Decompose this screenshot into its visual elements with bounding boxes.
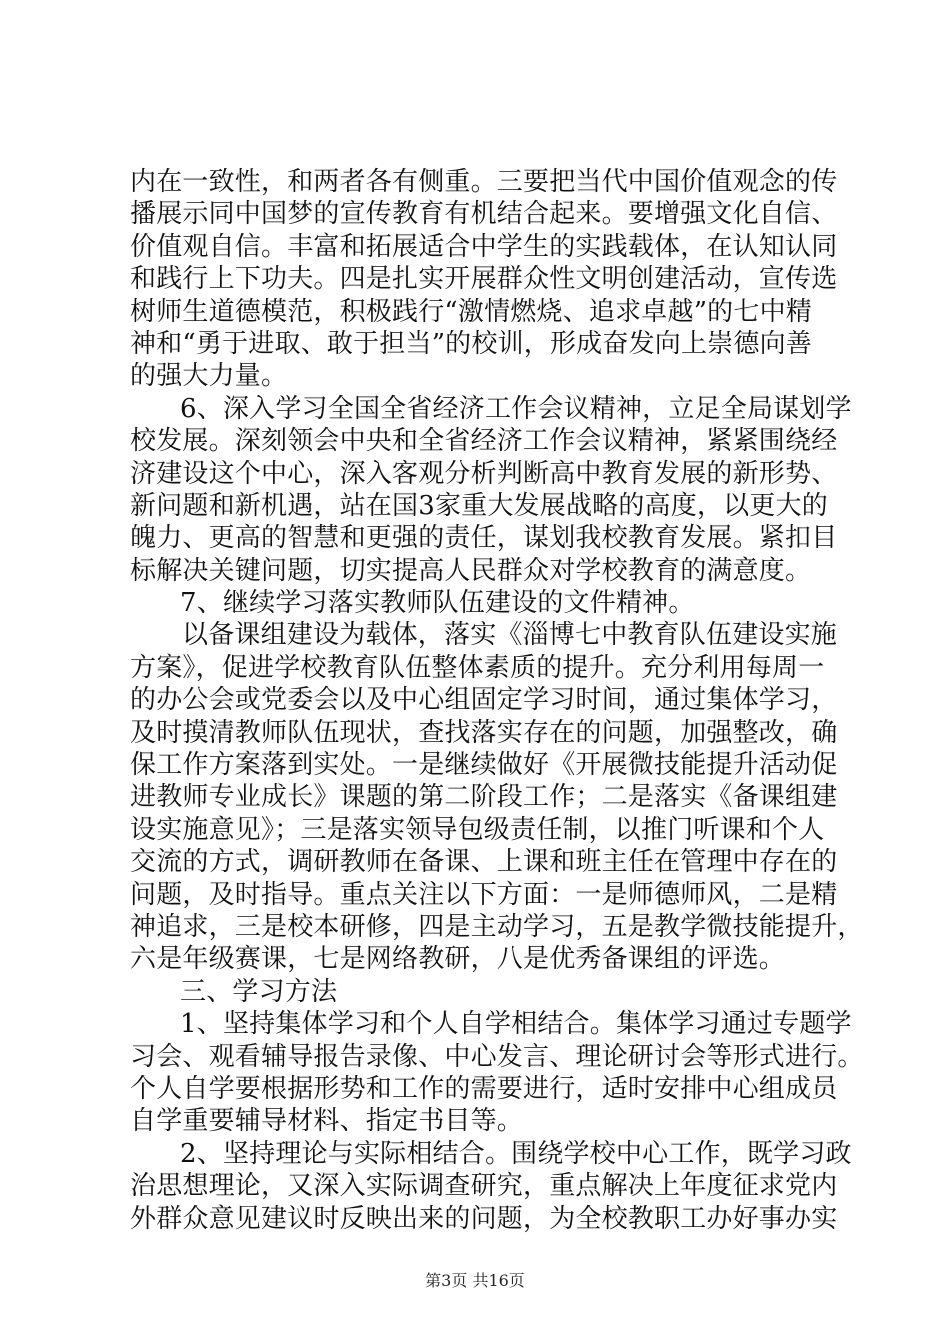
text-line: 价值观自信。丰富和拓展适合中学生的实践载体，在认知认同 — [130, 231, 838, 262]
text-line: 治思想理论，又深入实际调查研究，重点解决上年度征求党内 — [130, 1171, 838, 1202]
text-line: 六是年级赛课，七是网络教研，八是优秀备课组的评选。 — [130, 944, 786, 975]
text-line: 自学重要辅导材料、指定书目等。 — [130, 1106, 524, 1137]
text-line: 1、坚持集体学习和个人自学相结合。集体学习通过专题学 — [180, 1009, 852, 1040]
text-line: 神和“勇于进取、敢于担当”的校训，形成奋发向上崇德向善 — [130, 328, 812, 359]
text-line: 标解决关键问题，切实提高人民群众对学校教育的满意度。 — [130, 555, 812, 586]
text-line: 树师生道德模范，积极践行“激情燃烧、追求卓越”的七中精 — [130, 296, 812, 327]
text-line: 校发展。深刻领会中央和全省经济工作会议精神，紧紧围绕经 — [130, 426, 838, 457]
text-line: 设实施意见》；三是落实领导包级责任制，以推门听课和个人 — [130, 814, 825, 845]
text-line: 的办公会或党委会以及中心组固定学习时间，通过集体学习， — [130, 685, 838, 716]
text-line: 问题，及时指导。重点关注以下方面：一是师德师风，二是精 — [130, 879, 838, 910]
text-line: 习会、观看辅导报告录像、中心发言、理论研讨会等形式进行。 — [130, 1041, 864, 1072]
text-line: 2、坚持理论与实际相结合。围绕学校中心工作，既学习政 — [180, 1138, 852, 1169]
text-line: 神追求，三是校本研修，四是主动学习，五是教学微技能提升， — [130, 911, 864, 942]
text-line: 6、深入学习全国全省经济工作会议精神，立足全局谋划学 — [180, 393, 852, 424]
text-line: 以备课组建设为载体，落实《淄博七中教育队伍建设实施 — [182, 620, 838, 651]
text-line: 7、继续学习落实教师队伍建设的文件精神。 — [180, 588, 695, 619]
text-line: 进教师专业成长》课题的第二阶段工作；二是落实《备课组建 — [130, 782, 838, 813]
page-footer: 第3页 共16页 — [425, 1271, 525, 1290]
text-line: 及时摸清教师队伍现状，查找落实存在的问题，加强整改，确 — [130, 717, 838, 748]
text-line: 外群众意见建议时反映出来的问题，为全校教职工办好事办实 — [130, 1203, 838, 1234]
text-line: 新问题和新机遇，站在国3家重大发展战略的高度，以更大的 — [130, 490, 828, 521]
document-body — [130, 166, 864, 1235]
text-line: 三、学习方法 — [180, 976, 338, 1007]
text-line: 方案》，促进学校教育队伍整体素质的提升。充分利用每周一 — [130, 652, 825, 683]
text-line: 交流的方式，调研教师在备课、上课和班主任在管理中存在的 — [130, 847, 838, 878]
text-line: 和践行上下功夫。四是扎实开展群众性文明创建活动，宣传选 — [130, 264, 838, 295]
text-line: 内在一致性，和两者各有侧重。三要把当代中国价值观念的传 — [130, 167, 838, 197]
text-line: 个人自学要根据形势和工作的需要进行，适时安排中心组成员 — [130, 1073, 838, 1104]
text-line: 保工作方案落到实处。一是继续做好《开展微技能提升活动促 — [130, 750, 838, 781]
text-line: 的强大力量。 — [130, 361, 288, 392]
text-line: 播展示同中国梦的宣传教育有机结合起来。要增强文化自信、 — [130, 199, 838, 230]
text-line: 济建设这个中心，深入客观分析判断高中教育发展的新形势、 — [130, 458, 838, 489]
text-line: 魄力、更高的智慧和更强的责任，谋划我校教育发展。紧扣目 — [130, 523, 838, 554]
